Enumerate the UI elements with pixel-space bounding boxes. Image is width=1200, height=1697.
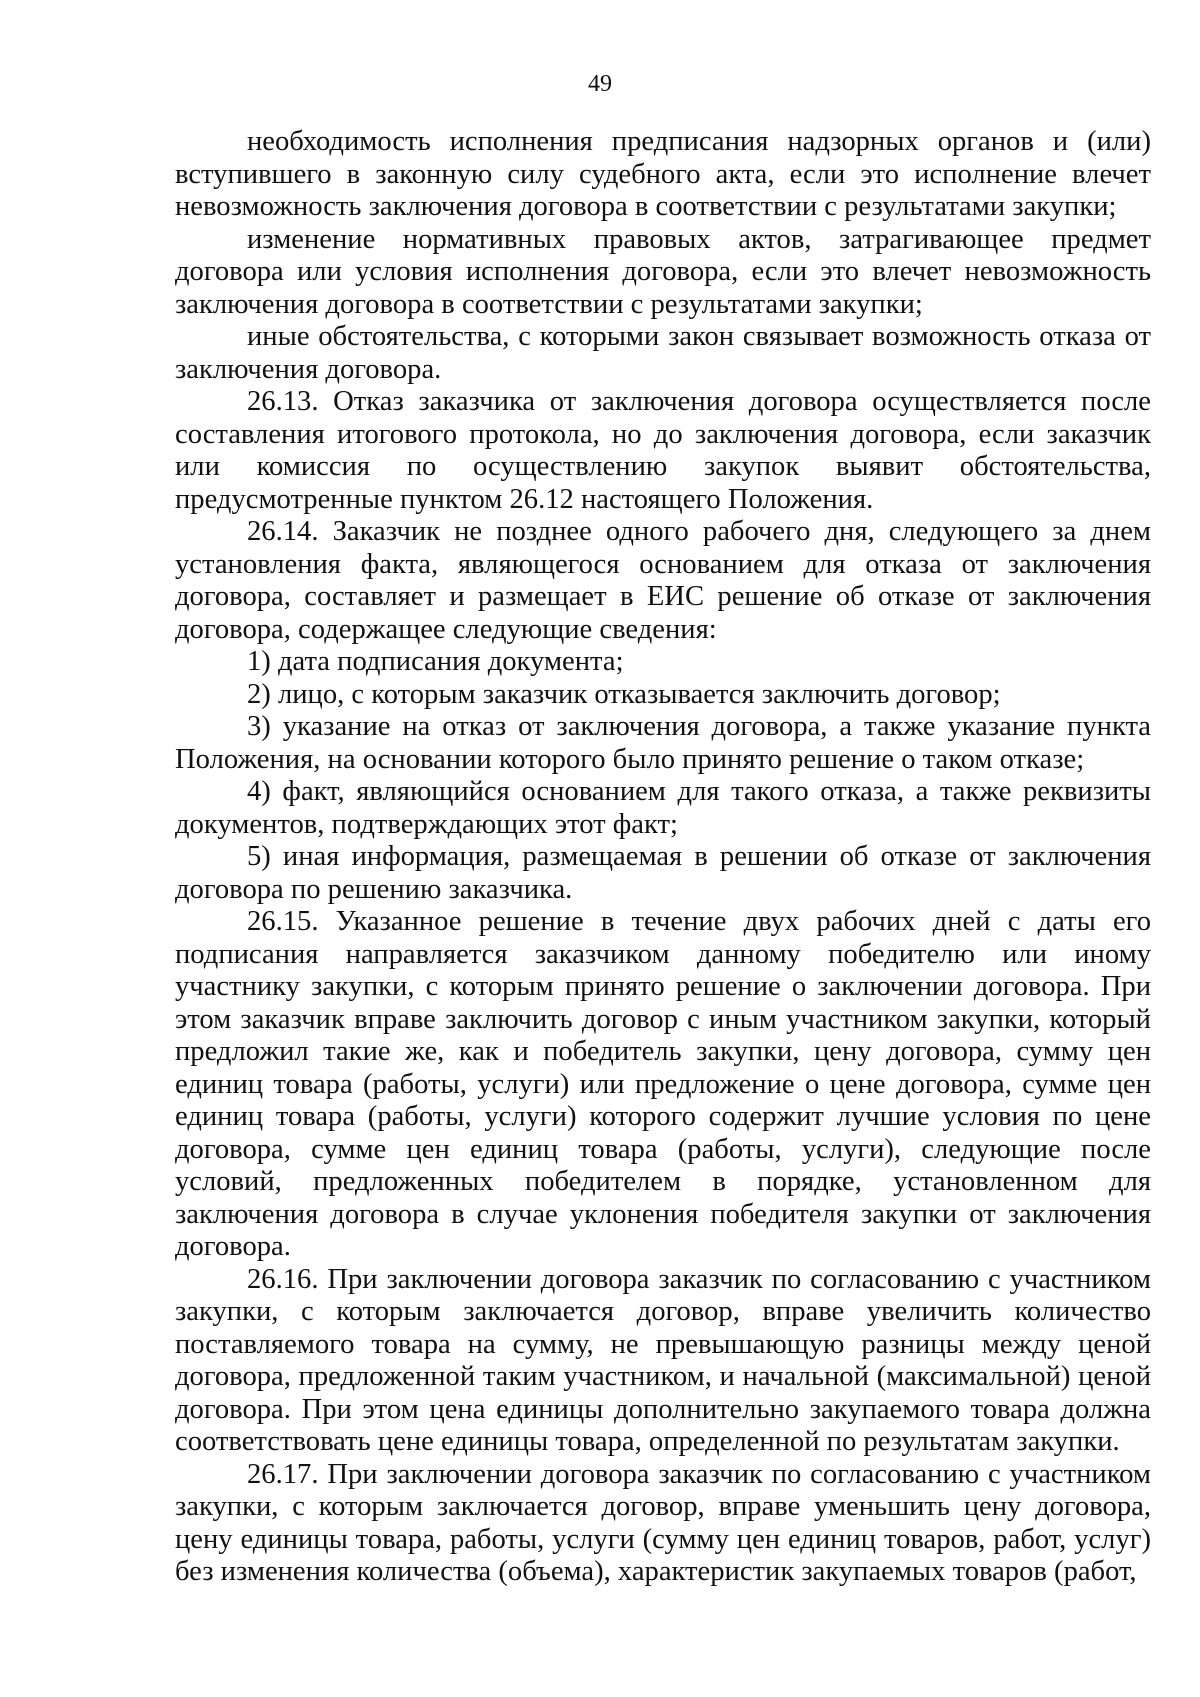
paragraph-26-17: 26.17. При заключении договора заказчик по согласованию с участником закупки, с которым заключается договор, вправе уменьшить цену договора, цену единицы товара, работы, услуги (сумму цен единиц товаров, работ, услуг) без изменения количества (объема), характеристик закупаемых товаров (работ,	[175, 1458, 1151, 1587]
paragraph-law-change: изменение нормативных правовых актов, затрагивающее предмет договора или условия исполнения договора, если это влечет невозможность заключения договора в соответствии с результатами закупки;	[175, 223, 1151, 320]
paragraph-26-16: 26.16. При заключении договора заказчик по согласованию с участником закупки, с которым заключается договор, вправе увеличить количество поставляемого товара на сумму, не превышающую разницы между ценой договора, предложенной таким участником, и начальной (максимальной) ценой договора. При этом цена единицы дополнительно закупаемого товара должна соответствовать цене единицы товара, определенной по результатам закупки.	[175, 1263, 1151, 1457]
list-item-1: 1) дата подписания документа;	[247, 646, 624, 677]
paragraph-obligation-court-act: необходимость исполнения предписания надзорных органов и (или) вступившего в законную силу судебного акта, если это исполнение влечет невозможность заключения договора в соответствии с результатами закупки;	[175, 126, 1151, 222]
paragraph-26-15: 26.15. Указанное решение в течение двух рабочих дней с даты его подписания направляется заказчиком данному победителю или иному участнику закупки, с которым принято решение о заключении договора. При этом заказчик вправе заключить договор с иным участником закупки, который предложил такие же, как и победитель закупки, цену договора, сумму цен единиц товара (работы, услуги) или предложение о цене договора, сумме цен единиц товара (работы, услуги) которого содержит лучшие условия по цене договора, сумме цен единиц товара (работы, услуги), следующие после условий, предложенных победителем в порядке, установленном для заключения договора в случае уклонения победителя закупки от заключения договора.	[175, 906, 1151, 1262]
page-number: 49	[588, 71, 612, 97]
paragraph-26-14: 26.14. Заказчик не позднее одного рабочего дня, следующего за днем установления факта, являющегося основанием для отказа от заключения договора, составляет и размещает в ЕИС решение об отказе от заключения договора, содержащее следующие сведения:	[175, 516, 1151, 645]
list-item-3: 3) указание на отказ от заключения договора, а также указание пункта Положения, на основании которого было принято решение о таком отказе;	[175, 711, 1151, 775]
paragraph-other-circumstances: иные обстоятельства, с которыми закон связывает возможность отказа от заключения договора.	[175, 321, 1151, 385]
document-body	[175, 126, 1151, 1589]
list-item-2: 2) лицо, с которым заказчик отказывается заключить договор;	[247, 678, 1001, 710]
paragraph-26-13: 26.13. Отказ заказчика от заключения договора осуществляется после составления итогового протокола, но до заключения договора, если заказчик или комиссия по осуществлению закупок выявит обстоятельства, предусмотренные пунктом 26.12 настоящего Положения.	[175, 386, 1151, 515]
list-item-5: 5) иная информация, размещаемая в решении об отказе от заключения договора по решению заказчика.	[175, 841, 1151, 905]
list-item-4: 4) факт, являющийся основанием для такого отказа, а также реквизиты документов, подтверждающих этот факт;	[175, 776, 1151, 840]
